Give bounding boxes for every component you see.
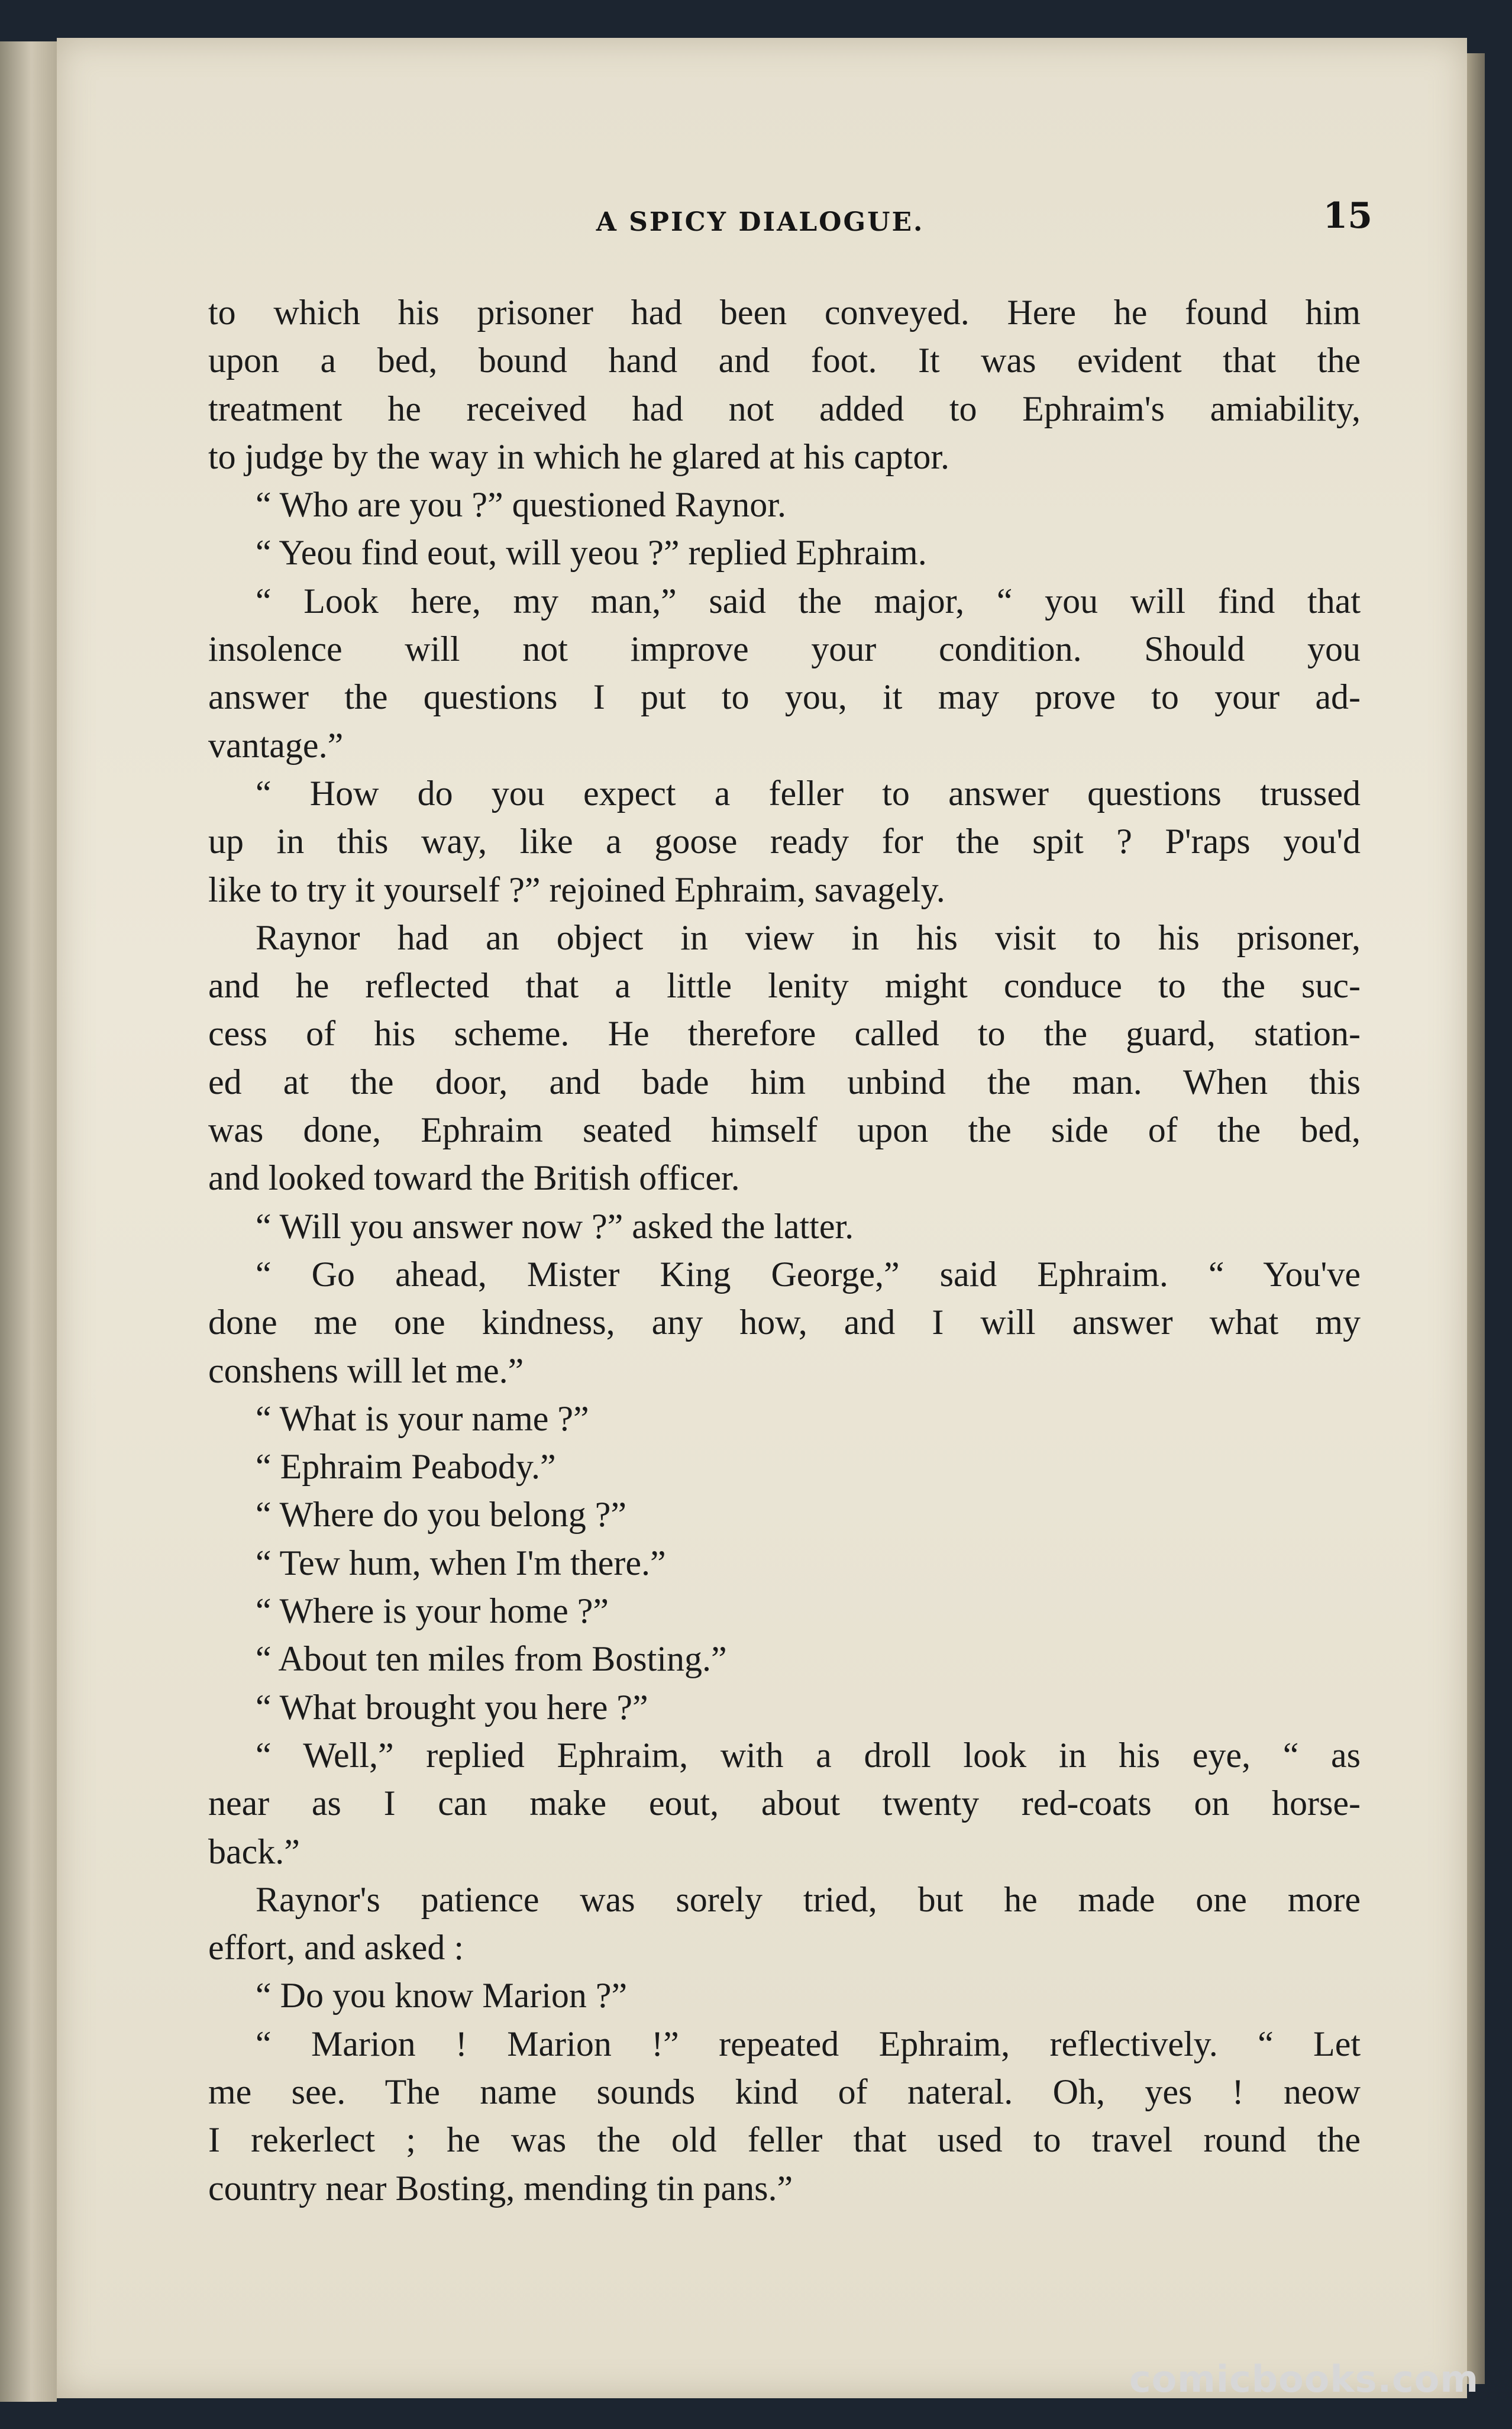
text-line: Raynor's patience was sorely tried, but he made one more	[256, 1879, 1361, 1919]
text-line: “ Will you answer now ?” asked the latter.	[256, 1206, 854, 1246]
text-line: me see. The name sounds kind of nateral. Oh, yes ! neow	[208, 2072, 1361, 2111]
text-line: Raynor had an object in view in his visit to his prisoner,	[256, 918, 1361, 957]
text-line: “ Tew hum, when I'm there.”	[256, 1543, 666, 1582]
text-line: and looked toward the British officer.	[208, 1158, 740, 1198]
text-line: “ Ephraim Peabody.”	[256, 1447, 556, 1487]
book-spine	[0, 41, 57, 2402]
text-line: near as I can make eout, about twenty red-coats on horse-	[208, 1784, 1361, 1823]
text-line: cess of his scheme. He therefore called to the guard, station-	[208, 1014, 1361, 1054]
text-line: “ About ten miles from Bosting.”	[256, 1639, 727, 1679]
text-line: “ Look here, my man,” said the major, “ you will find that	[256, 581, 1361, 621]
text-line: effort, and asked :	[208, 1928, 464, 1968]
page-number: 15	[1323, 195, 1372, 237]
text-line: and he reflected that a little lenity might conduce to the suc-	[208, 966, 1361, 1006]
text-line: “ Marion ! Marion !” repeated Ephraim, reflectively. “ Let	[256, 2024, 1361, 2063]
text-line: “ Yeou find eout, will yeou ?” replied Ephraim.	[256, 533, 927, 573]
text-line: upon a bed, bound hand and foot. It was evident that the	[208, 341, 1361, 380]
text-line: conshens will let me.”	[208, 1351, 524, 1390]
text-line: answer the questions I put to you, it may prove to your ad-	[208, 677, 1361, 717]
text-line: treatment he received had not added to Ephraim's amiability,	[208, 389, 1361, 428]
text-line: was done, Ephraim seated himself upon the side of the bed,	[208, 1110, 1361, 1150]
text-line: I rekerlect ; he was the old feller that used to travel round the	[208, 2120, 1361, 2160]
text-line: “ Do you know Marion ?”	[256, 1976, 628, 2015]
text-line: “ Where do you belong ?”	[256, 1495, 626, 1535]
text-line: back.”	[208, 1832, 300, 1871]
text-line: “ What brought you here ?”	[256, 1687, 648, 1727]
text-line: ed at the door, and bade him unbind the man. When this	[208, 1062, 1361, 1102]
text-line: “ What is your name ?”	[256, 1398, 589, 1438]
page-header	[148, 189, 1372, 254]
text-line: up in this way, like a goose ready for the spit ? P'raps you'd	[208, 822, 1361, 861]
body-text	[208, 289, 1361, 2212]
text-line: to judge by the way in which he glared at his captor.	[208, 437, 949, 476]
text-line: done me one kindness, any how, and I will answer what my	[208, 1303, 1361, 1342]
text-line: “ Where is your home ?”	[256, 1591, 609, 1631]
watermark: comicbooks.com	[1129, 2357, 1479, 2401]
text-line: “ Go ahead, Mister King George,” said Ephraim. “ You've	[256, 1254, 1361, 1294]
text-line: insolence will not improve your condition. Should you	[208, 629, 1361, 669]
text-line: “ Well,” replied Ephraim, with a droll look in his eye, “ as	[256, 1735, 1361, 1775]
page-edge	[1467, 53, 1485, 2384]
text-line: vantage.”	[208, 725, 344, 765]
text-line: country near Bosting, mending tin pans.”	[208, 2168, 793, 2208]
text-line: like to try it yourself ?” rejoined Ephraim, savagely.	[208, 870, 945, 909]
text-line: to which his prisoner had been conveyed. Here he found him	[208, 293, 1361, 332]
text-line: “ How do you expect a feller to answer questions trussed	[256, 773, 1361, 813]
running-head: A SPICY DIALOGUE.	[596, 207, 925, 237]
text-line: “ Who are you ?” questioned Raynor.	[256, 485, 786, 525]
